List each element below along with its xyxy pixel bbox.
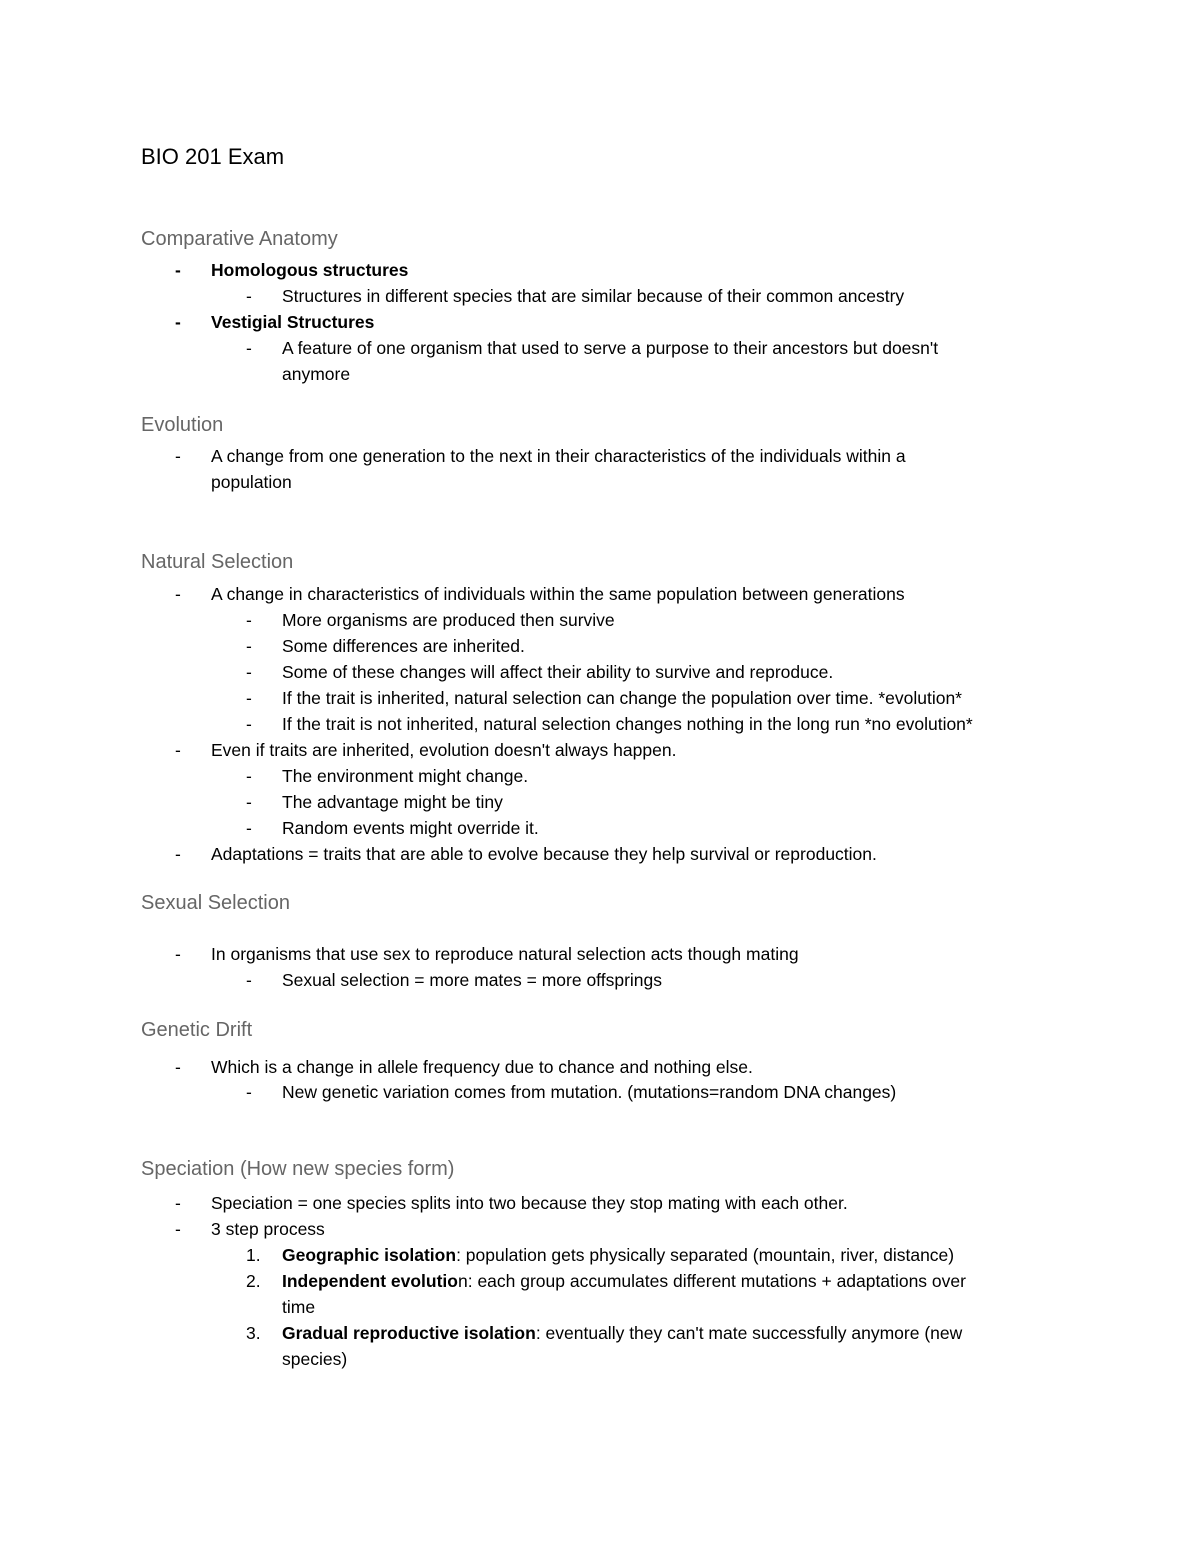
def-homologous: Structures in different species that are similar because of their common ancestry bbox=[282, 286, 905, 306]
step-number: 3. bbox=[246, 1323, 261, 1343]
bullet: - bbox=[175, 446, 181, 466]
bullet: - bbox=[175, 944, 181, 964]
evolution-def-line1: A change from one generation to the next in their characteristics of the individuals within a bbox=[211, 446, 906, 466]
step-term: Geographic isolation bbox=[282, 1245, 457, 1265]
natural-sub-item: The environment might change. bbox=[282, 766, 529, 786]
step-term: Gradual reproductive isolation bbox=[282, 1323, 536, 1343]
speciation-item-1: Speciation = one species splits into two because they stop mating with each other. bbox=[211, 1193, 848, 1213]
step-term: Independent evolutio bbox=[282, 1271, 458, 1291]
heading-natural-selection: Natural Selection bbox=[141, 551, 294, 573]
def-vestigial-line1: A feature of one organism that used to serve a purpose to their ancestors but doesn't bbox=[282, 338, 939, 358]
step-3-continuation: species) bbox=[282, 1349, 348, 1369]
heading-speciation: Speciation (How new species form) bbox=[141, 1158, 455, 1180]
bullet: - bbox=[246, 818, 252, 838]
step-description: : eventually they can't mate successfully anymore (new bbox=[535, 1323, 963, 1343]
natural-item-2: Even if traits are inherited, evolution doesn't always happen. bbox=[211, 740, 677, 760]
heading-comparative-anatomy: Comparative Anatomy bbox=[141, 228, 338, 250]
bullet: - bbox=[175, 1057, 181, 1077]
term-homologous: Homologous structures bbox=[211, 260, 409, 280]
bullet: - bbox=[175, 1219, 181, 1239]
bullet: - bbox=[175, 584, 181, 604]
natural-item-3: Adaptations = traits that are able to evolve because they help survival or reproduction. bbox=[211, 844, 877, 864]
natural-sub-item: Some of these changes will affect their ability to survive and reproduce. bbox=[282, 662, 834, 682]
natural-sub-item: More organisms are produced then survive bbox=[282, 610, 615, 630]
def-vestigial-line2: anymore bbox=[282, 364, 351, 384]
bullet: - bbox=[246, 970, 252, 990]
natural-sub-item: Random events might override it. bbox=[282, 818, 539, 838]
bullet: - bbox=[246, 792, 252, 812]
bullet: - bbox=[246, 338, 252, 358]
natural-sub-item: If the trait is inherited, natural selection can change the population over time. *evolution* bbox=[282, 688, 962, 708]
natural-item-1: A change in characteristics of individuals within the same population between generations bbox=[211, 584, 905, 604]
drift-sub-item: New genetic variation comes from mutation. (mutations=random DNA changes) bbox=[282, 1082, 897, 1102]
heading-sexual-selection: Sexual Selection bbox=[141, 892, 290, 914]
step-2-continuation: time bbox=[282, 1297, 316, 1317]
step-3 bbox=[282, 1320, 962, 1346]
bullet: - bbox=[246, 610, 252, 630]
drift-item-1: Which is a change in allele frequency due to chance and nothing else. bbox=[211, 1057, 753, 1077]
bullet: - bbox=[246, 286, 252, 306]
step-1 bbox=[282, 1242, 954, 1268]
bullet: - bbox=[246, 636, 252, 656]
bullet: - bbox=[175, 260, 181, 280]
step-number: 2. bbox=[246, 1271, 261, 1291]
bullet: - bbox=[246, 766, 252, 786]
speciation-item-2: 3 step process bbox=[211, 1219, 325, 1239]
step-2 bbox=[282, 1268, 966, 1294]
bullet: - bbox=[246, 688, 252, 708]
bullet: - bbox=[246, 714, 252, 734]
step-number: 1. bbox=[246, 1245, 261, 1265]
bullet: - bbox=[246, 662, 252, 682]
bullet: - bbox=[175, 1193, 181, 1213]
natural-sub-item: The advantage might be tiny bbox=[282, 792, 503, 812]
heading-evolution: Evolution bbox=[141, 414, 224, 436]
natural-sub-item: If the trait is not inherited, natural selection changes nothing in the long run *no evolution* bbox=[282, 714, 973, 734]
evolution-def-line2: population bbox=[211, 472, 292, 492]
document-title: BIO 201 Exam bbox=[141, 144, 285, 169]
sexual-item-1: In organisms that use sex to reproduce natural selection acts though mating bbox=[211, 944, 799, 964]
bullet: - bbox=[175, 740, 181, 760]
term-vestigial: Vestigial Structures bbox=[211, 312, 375, 332]
step-description: n: each group accumulates different mutations + adaptations over bbox=[457, 1271, 966, 1291]
bullet: - bbox=[246, 1082, 252, 1102]
sexual-sub-item: Sexual selection = more mates = more offsprings bbox=[282, 970, 663, 990]
bullet: - bbox=[175, 312, 181, 332]
step-description: : population gets physically separated (mountain, river, distance) bbox=[456, 1245, 955, 1265]
natural-sub-item: Some differences are inherited. bbox=[282, 636, 525, 656]
bullet: - bbox=[175, 844, 181, 864]
heading-genetic-drift: Genetic Drift bbox=[141, 1019, 253, 1041]
